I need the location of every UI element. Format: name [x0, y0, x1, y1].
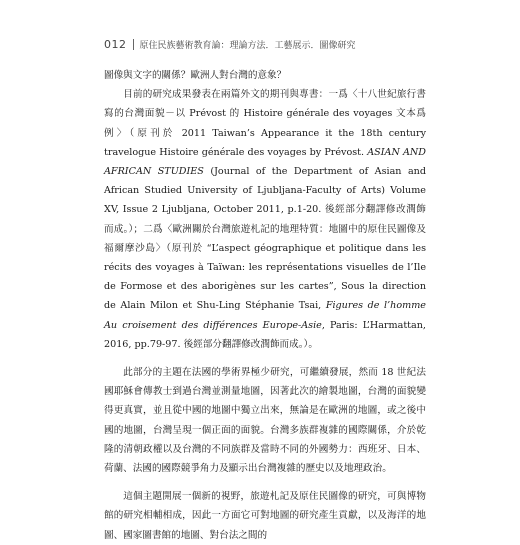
paragraph-text: , Paris: L’Harmattan, 2016, pp.79-97. 後經部分翻譯修改潤飾而成。）。 — [104, 319, 426, 350]
paragraph-research-topic — [104, 363, 426, 478]
book-title: Figures de l’homme Au croisement des différences Europe-Asie — [104, 300, 426, 331]
header-divider — [133, 39, 134, 50]
paragraph-publications — [104, 85, 426, 354]
body-text — [104, 66, 426, 545]
page-number: 012 — [104, 38, 127, 51]
paragraph-text: 此部分的主題在法國的學術界極少研究，可繼續發展，然而 18 世紀法國耶穌會傳教士到過台灣並測量地圖，因著此次的繪製地圖，台灣的面貌變得更真實，並且從中國的地圖中獨立出來，無論是在歐洲的地圖，或之後中國的地圖，台灣呈現一個正面的面貌。台灣多族群複雜的國際關係，介於乾隆的清朝政權以及台灣的不同族群及當時不同的外國勢力：西班牙、日本、荷蘭、法國的國際競爭角力及顯示出台灣複雜的歷史以及地理政治。 — [104, 367, 426, 475]
paragraph-new-perspective — [104, 487, 426, 545]
paragraph-text: (Journal of the Department of Asian and African Studied University of Ljubljana-Faculty of Arts) Volume XV, Issue 2 Ljubljana, October 2011, p.1-20. 後經部分翻譯修改潤飾而成。）；二爲〈歐洲關於台灣旅遊札記的地理特質：地圖中的原住民圖像及福爾摩沙島〉（原刊於 “L’aspect géographique et politique dans les récits des voyages à Taïwan: les représentations visuelles de l’Ile de Formose et des aborigènes sur les cartes”, Sous la direction de Alain Milon et Shu-Ling Stéphanie Tsai, — [104, 166, 426, 312]
running-title: 原住民族藝術教育論：理論方法．工藝展示．圖像研究 — [139, 41, 356, 51]
journal-title: ASIAN AND AFRICAN STUDIES — [104, 146, 426, 178]
paragraph-questions — [104, 66, 426, 85]
paragraph-text: 目前的研究成果發表在兩篇外文的期刊與專書：一爲〈十八世紀旅行書寫的台灣面貌－以 Prévost 的 Histoire générale des voyages 文本爲例〉（原刊於 2011 Taiwan’s Appearance it the 18th century travelogue Histoire générale des voyages by Prévost. — [104, 89, 426, 158]
paragraph-text: 這個主題開展一個新的視野，旅遊札記及原住民圖像的研究，可與博物館的研究相輔相成，因此一方面它可對地圖的研究產生貢獻，以及海洋的地圖、國家圖書館的地圖、對台法之間的 — [104, 491, 426, 541]
running-header — [104, 38, 356, 51]
paragraph-text: 圖像與文字的關係？歐洲人對台灣的意象？ — [104, 70, 287, 81]
